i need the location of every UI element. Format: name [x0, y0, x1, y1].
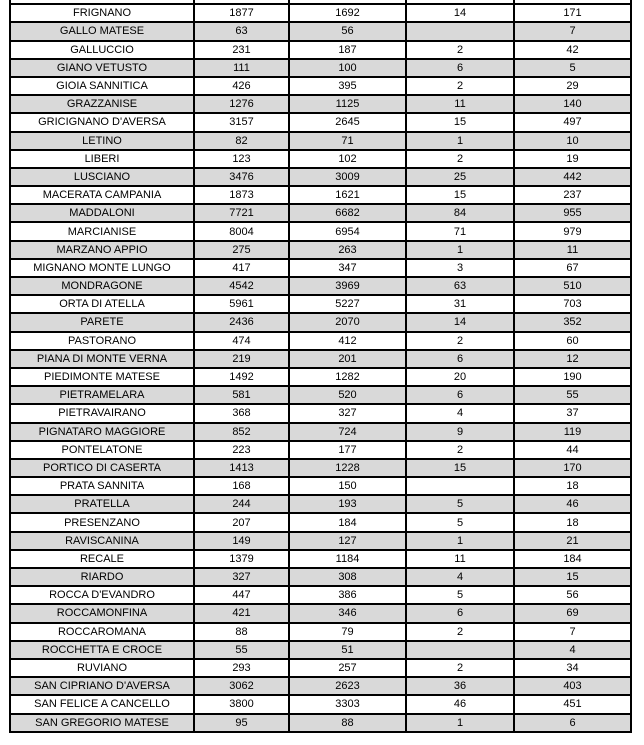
- value-3-cell: [407, 642, 513, 658]
- municipality-cell: PRATA SANNITA: [11, 478, 193, 494]
- value-1-cell: 581: [195, 387, 288, 403]
- value-1-cell: 3800: [195, 696, 288, 712]
- value-4-cell: 403: [515, 678, 630, 694]
- value-1-cell: 426: [195, 78, 288, 94]
- municipality-cell: PORTICO DI CASERTA: [11, 460, 193, 476]
- value-2-cell: 3969: [290, 278, 405, 294]
- value-1-cell: 447: [195, 587, 288, 603]
- value-1-cell: 207: [195, 514, 288, 530]
- value-2-cell: 102: [290, 151, 405, 167]
- municipality-cell: PONTELATONE: [11, 442, 193, 458]
- municipality-cell: ROCCAMONFINA: [11, 605, 193, 621]
- value-4-cell: [515, 0, 630, 3]
- value-1-cell: 852: [195, 424, 288, 440]
- value-3-cell: 1: [407, 133, 513, 149]
- municipality-cell: SAN GREGORIO MATESE: [11, 715, 193, 731]
- value-2-cell: 1125: [290, 96, 405, 112]
- value-2-cell: 3303: [290, 696, 405, 712]
- value-1-cell: 63: [195, 23, 288, 39]
- value-3-cell: 2: [407, 442, 513, 458]
- value-2-cell: 2645: [290, 114, 405, 130]
- value-4-cell: 15: [515, 569, 630, 585]
- value-4-cell: 170: [515, 460, 630, 476]
- value-4-cell: 12: [515, 351, 630, 367]
- value-4-cell: 18: [515, 478, 630, 494]
- value-3-cell: 9: [407, 424, 513, 440]
- municipality-cell: PIANA DI MONTE VERNA: [11, 351, 193, 367]
- value-1-cell: 474: [195, 333, 288, 349]
- value-3-cell: 2: [407, 78, 513, 94]
- value-4-cell: 46: [515, 496, 630, 512]
- value-3-cell: 11: [407, 551, 513, 567]
- value-2-cell: 1228: [290, 460, 405, 476]
- value-3-cell: 15: [407, 187, 513, 203]
- municipality-cell: GRICIGNANO D'AVERSA: [11, 114, 193, 130]
- municipality-cell: ROCCAROMANA: [11, 624, 193, 640]
- value-2-cell: 187: [290, 42, 405, 58]
- municipality-cell: PASTORANO: [11, 333, 193, 349]
- value-3-cell: 3: [407, 260, 513, 276]
- value-3-cell: 1: [407, 715, 513, 731]
- value-1-cell: 5961: [195, 296, 288, 312]
- value-2-cell: 395: [290, 78, 405, 94]
- value-1-cell: 219: [195, 351, 288, 367]
- value-4-cell: 184: [515, 551, 630, 567]
- municipality-cell: LUSCIANO: [11, 169, 193, 185]
- value-3-cell: 2: [407, 333, 513, 349]
- value-2-cell: 2623: [290, 678, 405, 694]
- value-2-cell: 263: [290, 242, 405, 258]
- value-1-cell: 8004: [195, 223, 288, 239]
- municipality-cell: GIOIA SANNITICA: [11, 78, 193, 94]
- value-4-cell: 237: [515, 187, 630, 203]
- value-3-cell: 36: [407, 678, 513, 694]
- municipality-cell: ROCCHETTA E CROCE: [11, 642, 193, 658]
- value-1-cell: 3476: [195, 169, 288, 185]
- value-2-cell: 347: [290, 260, 405, 276]
- value-3-cell: 11: [407, 96, 513, 112]
- value-2-cell: 184: [290, 514, 405, 530]
- value-3-cell: 1: [407, 242, 513, 258]
- municipality-cell: RECALE: [11, 551, 193, 567]
- value-3-cell: 2: [407, 660, 513, 676]
- value-2-cell: 1184: [290, 551, 405, 567]
- value-2-cell: 150: [290, 478, 405, 494]
- municipality-cell: SAN CIPRIANO D'AVERSA: [11, 678, 193, 694]
- value-3-cell: 2: [407, 624, 513, 640]
- value-3-cell: 1: [407, 533, 513, 549]
- municipality-cell: PIETRAMELARA: [11, 387, 193, 403]
- value-3-cell: 4: [407, 569, 513, 585]
- value-3-cell: 63: [407, 278, 513, 294]
- value-2-cell: 193: [290, 496, 405, 512]
- municipality-cell: PIEDIMONTE MATESE: [11, 369, 193, 385]
- value-3-cell: 20: [407, 369, 513, 385]
- value-2-cell: 56: [290, 23, 405, 39]
- value-2-cell: 257: [290, 660, 405, 676]
- value-3-cell: 2: [407, 42, 513, 58]
- value-4-cell: 21: [515, 533, 630, 549]
- value-3-cell: 6: [407, 605, 513, 621]
- municipality-cell: MACERATA CAMPANIA: [11, 187, 193, 203]
- municipality-cell: PARETE: [11, 314, 193, 330]
- value-4-cell: 67: [515, 260, 630, 276]
- value-3-cell: [407, 478, 513, 494]
- value-2-cell: 386: [290, 587, 405, 603]
- value-4-cell: 442: [515, 169, 630, 185]
- value-3-cell: 25: [407, 169, 513, 185]
- municipality-cell: MARZANO APPIO: [11, 242, 193, 258]
- value-3-cell: 15: [407, 114, 513, 130]
- value-3-cell: 2: [407, 151, 513, 167]
- value-1-cell: 368: [195, 405, 288, 421]
- value-1-cell: 4542: [195, 278, 288, 294]
- value-4-cell: 18: [515, 514, 630, 530]
- data-table: [9, 0, 632, 733]
- value-3-cell: 14: [407, 314, 513, 330]
- value-2-cell: 100: [290, 60, 405, 76]
- municipality-cell: RUVIANO: [11, 660, 193, 676]
- value-4-cell: 10: [515, 133, 630, 149]
- value-4-cell: 4: [515, 642, 630, 658]
- value-1-cell: 275: [195, 242, 288, 258]
- value-2-cell: 5227: [290, 296, 405, 312]
- municipality-cell: GALLO MATESE: [11, 23, 193, 39]
- value-2-cell: 2070: [290, 314, 405, 330]
- value-4-cell: 955: [515, 205, 630, 221]
- value-4-cell: 979: [515, 223, 630, 239]
- value-4-cell: 19: [515, 151, 630, 167]
- value-3-cell: 5: [407, 587, 513, 603]
- municipality-cell: MONDRAGONE: [11, 278, 193, 294]
- value-1-cell: 327: [195, 569, 288, 585]
- value-3-cell: 71: [407, 223, 513, 239]
- value-2-cell: 3009: [290, 169, 405, 185]
- value-2-cell: 177: [290, 442, 405, 458]
- municipality-cell: PRESENZANO: [11, 514, 193, 530]
- value-2-cell: 724: [290, 424, 405, 440]
- value-4-cell: 119: [515, 424, 630, 440]
- value-1-cell: 55: [195, 642, 288, 658]
- value-1-cell: 149: [195, 533, 288, 549]
- value-1-cell: 293: [195, 660, 288, 676]
- value-4-cell: 703: [515, 296, 630, 312]
- value-2-cell: 1621: [290, 187, 405, 203]
- value-1-cell: 223: [195, 442, 288, 458]
- municipality-cell: MARCIANISE: [11, 223, 193, 239]
- value-4-cell: 69: [515, 605, 630, 621]
- value-1-cell: [195, 0, 288, 3]
- municipality-cell: [11, 0, 193, 3]
- value-2-cell: 127: [290, 533, 405, 549]
- value-1-cell: 1379: [195, 551, 288, 567]
- value-1-cell: 88: [195, 624, 288, 640]
- municipality-cell: SAN FELICE A CANCELLO: [11, 696, 193, 712]
- municipality-cell: ROCCA D'EVANDRO: [11, 587, 193, 603]
- value-3-cell: [407, 0, 513, 3]
- municipality-cell: GRAZZANISE: [11, 96, 193, 112]
- value-1-cell: 1877: [195, 5, 288, 21]
- value-2-cell: 201: [290, 351, 405, 367]
- value-3-cell: 14: [407, 5, 513, 21]
- municipality-cell: RIARDO: [11, 569, 193, 585]
- value-1-cell: 7721: [195, 205, 288, 221]
- value-3-cell: 31: [407, 296, 513, 312]
- value-1-cell: 3062: [195, 678, 288, 694]
- municipality-cell: RAVISCANINA: [11, 533, 193, 549]
- value-1-cell: 244: [195, 496, 288, 512]
- value-1-cell: 1873: [195, 187, 288, 203]
- value-2-cell: 308: [290, 569, 405, 585]
- value-1-cell: 417: [195, 260, 288, 276]
- value-4-cell: 497: [515, 114, 630, 130]
- value-3-cell: 6: [407, 60, 513, 76]
- value-2-cell: 520: [290, 387, 405, 403]
- value-1-cell: 168: [195, 478, 288, 494]
- value-2-cell: 6954: [290, 223, 405, 239]
- value-3-cell: 5: [407, 514, 513, 530]
- value-4-cell: 352: [515, 314, 630, 330]
- value-1-cell: 231: [195, 42, 288, 58]
- municipality-cell: MIGNANO MONTE LUNGO: [11, 260, 193, 276]
- municipality-cell: LETINO: [11, 133, 193, 149]
- value-4-cell: 171: [515, 5, 630, 21]
- value-2-cell: 51: [290, 642, 405, 658]
- value-1-cell: 95: [195, 715, 288, 731]
- value-2-cell: 1282: [290, 369, 405, 385]
- value-3-cell: 46: [407, 696, 513, 712]
- value-3-cell: 6: [407, 387, 513, 403]
- value-2-cell: 346: [290, 605, 405, 621]
- value-1-cell: 82: [195, 133, 288, 149]
- municipality-cell: ORTA DI ATELLA: [11, 296, 193, 312]
- value-2-cell: 1692: [290, 5, 405, 21]
- value-2-cell: 412: [290, 333, 405, 349]
- municipality-cell: MADDALONI: [11, 205, 193, 221]
- municipality-cell: PIGNATARO MAGGIORE: [11, 424, 193, 440]
- municipality-cell: PRATELLA: [11, 496, 193, 512]
- value-1-cell: 111: [195, 60, 288, 76]
- value-4-cell: 451: [515, 696, 630, 712]
- value-4-cell: 42: [515, 42, 630, 58]
- value-4-cell: 140: [515, 96, 630, 112]
- value-2-cell: 79: [290, 624, 405, 640]
- value-2-cell: 71: [290, 133, 405, 149]
- value-4-cell: 6: [515, 715, 630, 731]
- municipality-cell: GALLUCCIO: [11, 42, 193, 58]
- value-4-cell: 11: [515, 242, 630, 258]
- value-4-cell: 44: [515, 442, 630, 458]
- value-1-cell: 123: [195, 151, 288, 167]
- value-1-cell: 3157: [195, 114, 288, 130]
- municipality-cell: PIETRAVAIRANO: [11, 405, 193, 421]
- value-1-cell: 1413: [195, 460, 288, 476]
- value-3-cell: 84: [407, 205, 513, 221]
- value-4-cell: 190: [515, 369, 630, 385]
- value-2-cell: 88: [290, 715, 405, 731]
- value-2-cell: [290, 0, 405, 3]
- value-4-cell: 34: [515, 660, 630, 676]
- value-3-cell: [407, 23, 513, 39]
- value-4-cell: 510: [515, 278, 630, 294]
- value-4-cell: 55: [515, 387, 630, 403]
- value-1-cell: 2436: [195, 314, 288, 330]
- value-3-cell: 15: [407, 460, 513, 476]
- value-2-cell: 6682: [290, 205, 405, 221]
- value-1-cell: 1276: [195, 96, 288, 112]
- value-4-cell: 7: [515, 23, 630, 39]
- value-4-cell: 56: [515, 587, 630, 603]
- value-4-cell: 29: [515, 78, 630, 94]
- municipality-cell: LIBERI: [11, 151, 193, 167]
- value-1-cell: 421: [195, 605, 288, 621]
- value-3-cell: 4: [407, 405, 513, 421]
- municipality-cell: FRIGNANO: [11, 5, 193, 21]
- value-4-cell: 60: [515, 333, 630, 349]
- value-2-cell: 327: [290, 405, 405, 421]
- value-1-cell: 1492: [195, 369, 288, 385]
- value-4-cell: 37: [515, 405, 630, 421]
- value-4-cell: 7: [515, 624, 630, 640]
- value-3-cell: 6: [407, 351, 513, 367]
- value-3-cell: 5: [407, 496, 513, 512]
- value-4-cell: 5: [515, 60, 630, 76]
- municipality-cell: GIANO VETUSTO: [11, 60, 193, 76]
